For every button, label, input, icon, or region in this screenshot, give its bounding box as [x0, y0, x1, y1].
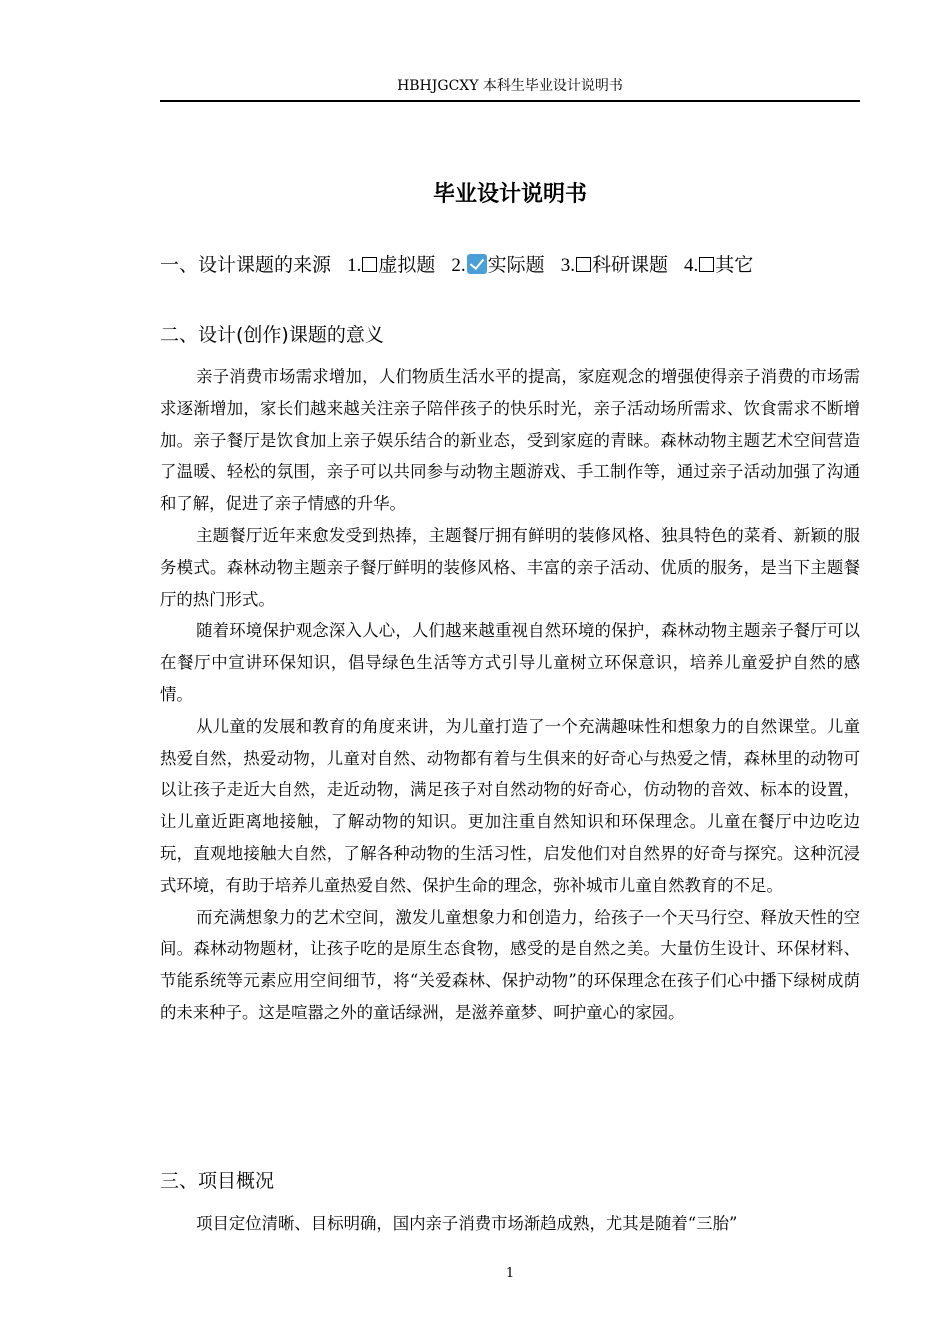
page-header: HBHJGCXY 本科生毕业设计说明书: [397, 78, 623, 94]
section-heading-significance: 二、设计(创作)课题的意义: [160, 324, 384, 346]
paragraph: 项目定位清晰、目标明确，国内亲子消费市场渐趋成熟，尤其是随着“三胎”: [196, 1214, 738, 1233]
topic-source-line: [160, 251, 880, 280]
section-body-overview: [160, 1208, 860, 1240]
paragraph: 而充满想象力的艺术空间，激发儿童想象力和创造力，给孩子一个天马行空、释放天性的空间。森林动物题材，让孩子吃的是原生态食物，感受的是自然之美。大量仿生设计、环保材料、节能系统等元素应用空间细节，将“关爱森林、保护动物”的环保理念在孩子们心中播下绿树成荫的未来种子。这是喧嚣之外的童话绿洲，是滋养童梦、呵护童心的家园。: [160, 907, 860, 1022]
source-option-number: 3.: [560, 255, 575, 276]
source-option-actual: [451, 254, 544, 276]
source-option-label: 其它: [715, 254, 754, 276]
source-option-label: 虚拟题: [378, 254, 436, 276]
header-divider: [160, 100, 860, 102]
source-option-label: 实际题: [487, 254, 545, 276]
source-option-virtual: [347, 254, 435, 276]
unchecked-box-icon: [362, 257, 377, 272]
section-body-significance: [160, 361, 860, 1029]
paragraph: 从儿童的发展和教育的角度来讲，为儿童打造了一个充满趣味性和想象力的自然课堂。儿童热爱自然，热爱动物，儿童对自然、动物都有着与生俱来的好奇心与热爱之情，森林里的动物可以让孩子走近大自然，走近动物，满足孩子对自然动物的好奇心，仿动物的音效、标本的设置，让儿童近距离地接触，了解动物的知识。更加注重自然知识和环保理念。儿童在餐厅中边吃边玩，直观地接触大自然，了解各种动物的生活习性，启发他们对自然界的好奇与探究。这种沉浸式环境，有助于培养儿童热爱自然、保护生命的理念，弥补城市儿童自然教育的不足。: [160, 716, 860, 895]
source-option-other: [684, 254, 753, 276]
checked-box-icon: [467, 254, 487, 274]
document-title: 毕业设计说明书: [432, 182, 587, 207]
paragraph: 随着环境保护观念深入人心，人们越来越重视自然环境的保护，森林动物主题亲子餐厅可以在餐厅中宣讲环保知识，倡导绿色生活等方式引导儿童树立环保意识，培养儿童爱护自然的感情。: [160, 621, 860, 704]
unchecked-box-icon: [699, 257, 714, 272]
topic-source-label: 一、设计课题的来源: [160, 254, 332, 276]
source-option-number: 1.: [347, 255, 362, 276]
unchecked-box-icon: [576, 257, 591, 272]
paragraph: 主题餐厅近年来愈发受到热捧，主题餐厅拥有鲜明的装修风格、独具特色的菜肴、新颖的服务模式。森林动物主题亲子餐厅鲜明的装修风格、丰富的亲子活动、优质的服务，是当下主题餐厅的热门形式。: [160, 525, 860, 609]
source-option-number: 2.: [451, 255, 466, 276]
page-number: 1: [505, 1266, 515, 1281]
paragraph: 亲子消费市场需求增加，人们物质生活水平的提高，家庭观念的增强使得亲子消费的市场需求逐渐增加，家长们越来越关注亲子陪伴孩子的快乐时光，亲子活动场所需求、饮食需求不断增加。亲子餐厅是饮食加上亲子娱乐结合的新业态，受到家庭的青睐。森林动物主题艺术空间营造了温暖、轻松的氛围，亲子可以共同参与动物主题游戏、手工制作等，通过亲子活动加强了沟通和了解，促进了亲子情感的升华。: [160, 367, 860, 514]
source-option-label: 科研课题: [591, 254, 668, 276]
source-option-research: [561, 254, 668, 276]
source-option-number: 4.: [684, 255, 699, 276]
section-heading-overview: 三、项目概况: [160, 1170, 275, 1192]
